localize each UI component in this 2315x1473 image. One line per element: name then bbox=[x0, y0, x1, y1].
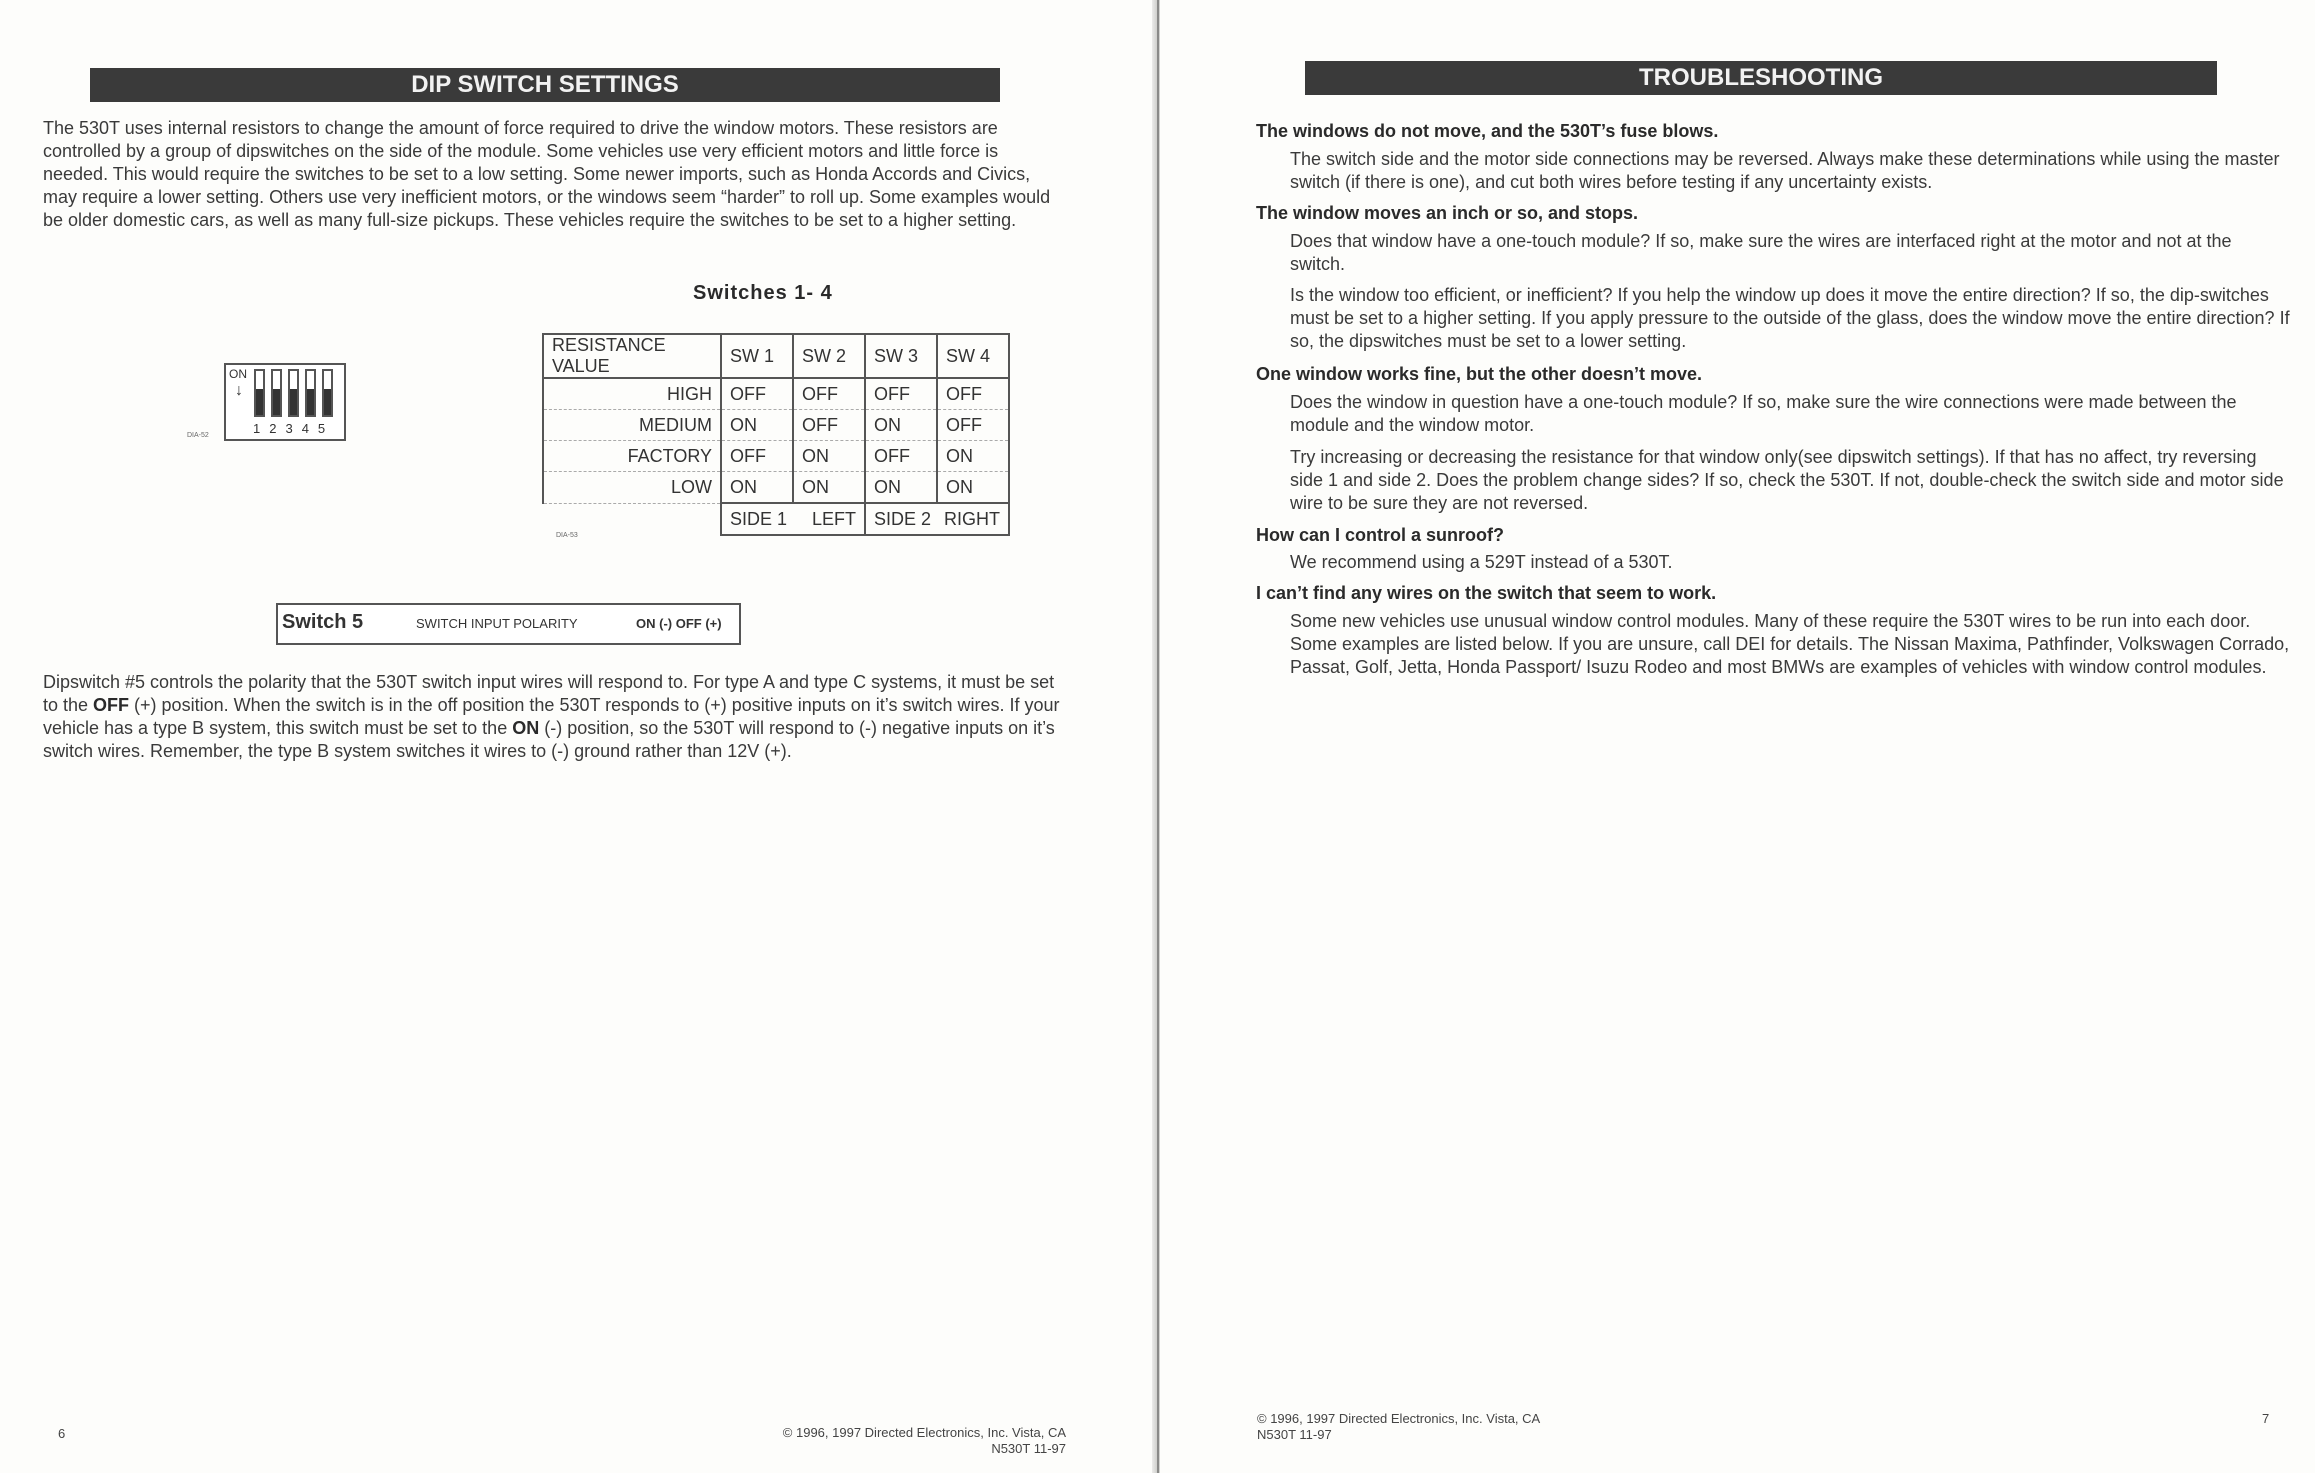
dip-switch-numbers: 12345 bbox=[253, 421, 335, 436]
resistance-table bbox=[542, 333, 1010, 536]
page-number: 6 bbox=[58, 1426, 66, 1441]
table-header-row bbox=[543, 334, 1009, 378]
footer-side1: SIDE 1 bbox=[730, 508, 788, 529]
answer-2a: Does that window have a one-touch module? If so, make sure the wires are interfaced right at the motor and not at the switch. bbox=[1290, 231, 2232, 274]
table-cell: ON bbox=[721, 410, 793, 441]
header-sw2: SW 2 bbox=[793, 334, 865, 378]
table-cell: ON bbox=[721, 472, 793, 504]
polarity-text-2: (+) position. When the switch is in the off position the 530T responds to (+) positive inputs on it’s switch wires. If your vehicle has a type B system, this switch must be set to the bbox=[43, 695, 1060, 738]
question-4: How can I control a sunroof? bbox=[1256, 525, 1505, 545]
table-cell: OFF bbox=[793, 378, 865, 410]
table-row bbox=[543, 378, 1009, 410]
switch5-box bbox=[276, 603, 741, 645]
polarity-on-term: ON bbox=[512, 718, 540, 738]
answer-3a: Does the window in question have a one-touch module? If so, make sure the wire connections were made between the module and the window motor. bbox=[1290, 392, 2237, 435]
page-number: 7 bbox=[2262, 1411, 2270, 1426]
answer-5: Some new vehicles use unusual window control modules. Many of these require the 530T wires to be run into each door. Some examples are listed below. If you are unsure, call DEI for details. The Nissan Maxima, Pathfinder, Volkswagen Corrado, Passat, Golf, Jetta, Honda Passport/ Isuzu Rodeo and most BMWs are examples of vehicles with window control modules. bbox=[1290, 611, 2290, 677]
table-cell: ON bbox=[937, 441, 1009, 472]
dip-switch-4 bbox=[305, 369, 316, 417]
table-cell: ON bbox=[937, 472, 1009, 504]
question-5: I can’t find any wires on the switch that seem to work. bbox=[1256, 583, 1717, 603]
polarity-off-term: OFF bbox=[93, 695, 130, 715]
row-label: MEDIUM bbox=[543, 410, 721, 441]
table-cell: ON bbox=[865, 472, 937, 504]
table-cell: OFF bbox=[721, 378, 793, 410]
footer-side1-left bbox=[721, 503, 865, 535]
diagram-code-53: DIA-53 bbox=[556, 532, 578, 539]
footer-right: RIGHT bbox=[944, 508, 1000, 529]
troubleshooting-banner: TROUBLESHOOTING bbox=[1305, 61, 2217, 95]
switch5-values: ON (-) OFF (+) bbox=[636, 616, 722, 631]
dip-switch-diagram bbox=[224, 363, 346, 441]
header-resistance-value: RESISTANCE VALUE bbox=[543, 334, 721, 378]
footer-side2: SIDE 2 bbox=[874, 508, 932, 529]
table-cell: OFF bbox=[793, 410, 865, 441]
question-3: One window works fine, but the other doesn’t move. bbox=[1256, 364, 1703, 384]
intro-paragraph: The 530T uses internal resistors to change the amount of force required to drive the window motors. These resistors are controlled by a group of dipswitches on the side of the module. Some vehicles use very efficient motors and little force is needed. This would require the switches to be set to a low setting. Some newer imports, such as Honda Accords and Civics, may require a lower setting. Others use very inefficient motors, or the windows seem “harder” to roll up. Some examples would be older domestic cars, as well as many full-size pickups. These vehicles require the switches to be set to a higher setting. bbox=[43, 118, 1051, 230]
dip-switch-3 bbox=[288, 369, 299, 417]
table-cell: ON bbox=[793, 441, 865, 472]
question-2: The window moves an inch or so, and stops. bbox=[1256, 203, 1639, 223]
table-cell: ON bbox=[793, 472, 865, 504]
dip-switch-2 bbox=[271, 369, 282, 417]
table-cell: OFF bbox=[865, 441, 937, 472]
row-label: FACTORY bbox=[543, 441, 721, 472]
table-row bbox=[543, 410, 1009, 441]
polarity-paragraph bbox=[43, 671, 1063, 763]
answer-2b: Is the window too efficient, or inefficient? If you help the window up does it move the entire direction? If so, the dip-switches must be set to a higher setting. If you apply pressure to the outside of the glass, does the window move the entire direction? If so, the dipswitches must be set to a lower setting. bbox=[1290, 285, 2290, 351]
table-cell: OFF bbox=[937, 378, 1009, 410]
dip-on-label: ON bbox=[229, 367, 247, 381]
copyright: © 1996, 1997 Directed Electronics, Inc. Vista, CA bbox=[782, 1425, 1066, 1440]
left-page bbox=[0, 0, 1155, 1473]
copyright: © 1996, 1997 Directed Electronics, Inc. Vista, CA bbox=[1257, 1411, 1541, 1426]
header-sw4: SW 4 bbox=[937, 334, 1009, 378]
switch5-label: SWITCH INPUT POLARITY bbox=[416, 616, 578, 631]
dip-switch-settings-banner: DIP SWITCH SETTINGS bbox=[90, 68, 1000, 102]
header-sw1: SW 1 bbox=[721, 334, 793, 378]
footer-left: LEFT bbox=[811, 508, 856, 529]
row-label: HIGH bbox=[543, 378, 721, 410]
doc-code: N530T 11-97 bbox=[991, 1441, 1066, 1456]
dip-switch-5 bbox=[322, 369, 333, 417]
footer-side2-right bbox=[865, 503, 1009, 535]
diagram-code-52: DIA-52 bbox=[187, 432, 209, 439]
answer-3b: Try increasing or decreasing the resistance for that window only(see dipswitch settings). If that has no affect, try reversing side 1 and side 2. Does the problem change sides? If so, check the 530T. If not, double-check the switch side and motor side wire to be sure they are not reversed. bbox=[1290, 447, 2284, 513]
table-cell: OFF bbox=[865, 378, 937, 410]
answer-4: We recommend using a 529T instead of a 530T. bbox=[1290, 552, 1673, 572]
table-cell: OFF bbox=[721, 441, 793, 472]
down-arrow-icon: ↓ bbox=[235, 382, 243, 399]
doc-code: N530T 11-97 bbox=[1257, 1427, 1332, 1442]
right-page bbox=[1160, 0, 2315, 1473]
table-row bbox=[543, 472, 1009, 504]
table-footer-row bbox=[543, 503, 1009, 535]
row-label: LOW bbox=[543, 472, 721, 504]
polarity-text-3: (-) position, so the 530T will respond to (-) negative inputs on it’s switch wires. Remember, the type B system switches it wires to (-) ground rather than 12V (+). bbox=[43, 718, 1055, 761]
switch5-title: Switch 5 bbox=[282, 611, 364, 633]
table-cell: OFF bbox=[937, 410, 1009, 441]
table-cell: ON bbox=[865, 410, 937, 441]
table-row bbox=[543, 441, 1009, 472]
switches-caption: Switches 1- 4 bbox=[693, 282, 833, 304]
polarity-text-1: Dipswitch #5 controls the polarity that the 530T switch input wires will respond to. For type A and type C systems, it must be set to the bbox=[43, 672, 1055, 715]
dip-switch-1 bbox=[254, 369, 265, 417]
header-sw3: SW 3 bbox=[865, 334, 937, 378]
question-1: The windows do not move, and the 530T’s fuse blows. bbox=[1256, 121, 1719, 141]
answer-1: The switch side and the motor side connections may be reversed. Always make these determinations while using the master switch (if there is one), and cut both wires before testing if any uncertainty exists. bbox=[1290, 149, 2280, 192]
